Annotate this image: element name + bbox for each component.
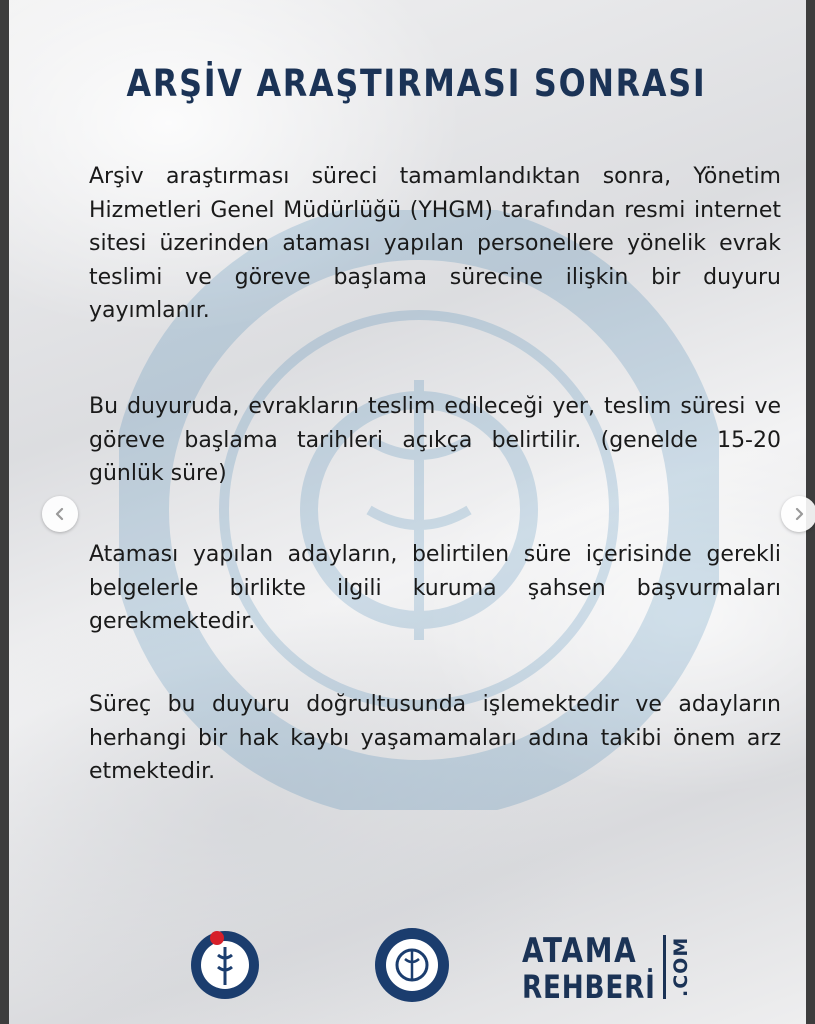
chevron-left-icon xyxy=(53,507,67,521)
paragraph-4: Süreç bu duyuru doğrultusunda işlemektedir ve adayların herhangi bir hak kaybı yaşamamaları adına takibi önem arz etmektedir. xyxy=(89,692,781,784)
sadep-logo xyxy=(372,925,452,1005)
paragraph-1: Arşiv araştırması süreci tamamlandıktan sonra, Yönetim Hizmetleri Genel Müdürlüğü (YHGM) tarafından resmi internet sitesi üzerinden ataması yapılan personellere yönelik evrak teslimi ve göreve başlama sürecine ilişkin bir duyuru yayımlanır. xyxy=(89,164,781,323)
paragraph-3: Ataması yapılan adayların, belirtilen süre içerisinde gerekli belgelerle birlikte ilgili kuruma şahsen başvurmaları gerekmektedir. xyxy=(89,542,781,634)
brand-divider xyxy=(663,935,666,999)
page-title: ARŞİV ARAŞTIRMASI SONRASI xyxy=(126,62,707,105)
paragraph-2: Bu duyuruda, evrakların teslim edileceği yer, teslim süresi ve göreve başlama tarihleri açıkça belirtilir. (genelde 15-20 günlük süre) xyxy=(89,394,781,486)
brand-line-2: REHBERİ xyxy=(522,968,656,1006)
previous-slide-button[interactable] xyxy=(42,496,78,532)
next-slide-button[interactable] xyxy=(781,496,815,532)
sen-mep-logo xyxy=(187,925,263,1001)
brand-suffix: .COM xyxy=(670,936,692,998)
chevron-right-icon xyxy=(792,507,806,521)
brand-line-1: ATAMA xyxy=(522,931,638,971)
atama-rehberi-logo xyxy=(522,931,702,1006)
